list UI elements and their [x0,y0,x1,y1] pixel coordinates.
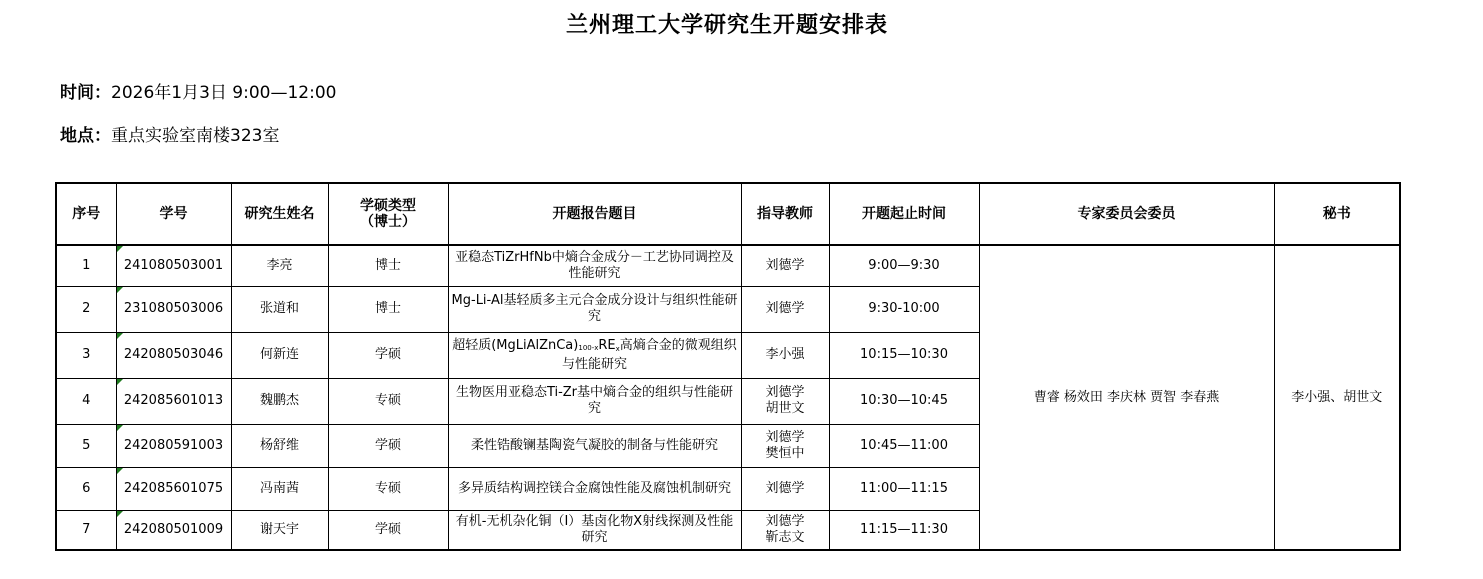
cell-name: 杨舒维 [231,424,328,467]
topic-mid: RE [598,337,616,353]
header-index: 序号 [56,183,116,245]
header-advisor: 指导教师 [741,183,829,245]
advisor-line1: 刘德学 [765,513,805,529]
cell-advisor [741,424,829,467]
cell-advisor: 刘德学 [741,286,829,332]
cell-topic: 生物医用亚稳态Ti-Zr基中熵合金的组织与性能研究 [448,378,741,424]
cell-topic: 有机-无机杂化铜（I）基卤化物X射线探测及性能研究 [448,510,741,550]
cell-degree: 学硕 [328,332,448,378]
page-title: 兰州理工大学研究生开题安排表 [565,13,888,38]
header-name: 研究生姓名 [231,183,328,245]
cell-time: 10:30—10:45 [829,378,979,424]
cell-advisor: 刘德学 [741,245,829,286]
cell-time: 11:00—11:15 [829,467,979,510]
cell-student-id: 231080503006 [116,286,231,332]
time-value: 2026年1月3日 9:00—12:00 [111,83,337,103]
header-student-id: 学号 [116,183,231,245]
cell-degree: 博士 [328,286,448,332]
cell-advisor [741,510,829,550]
cell-student-id: 242085601075 [116,467,231,510]
topic-subscript-2: x [615,344,620,353]
schedule-table [55,182,1401,551]
cell-time: 10:15—10:30 [829,332,979,378]
place-value: 重点实验室南楼323室 [111,126,280,146]
cell-name: 谢天宇 [231,510,328,550]
cell-advisor: 李小强 [741,332,829,378]
cell-topic: 多异质结构调控镁合金腐蚀性能及腐蚀机制研究 [448,467,741,510]
cell-degree: 博士 [328,245,448,286]
cell-topic [448,332,741,378]
cell-secretary: 李小强、胡世文 [1274,245,1400,550]
time-info [60,78,336,103]
header-degree-line1: 学硕类型 [360,198,416,214]
header-committee: 专家委员会委员 [979,183,1274,245]
cell-topic: Mg-Li-Al基轻质多主元合金成分设计与组织性能研究 [448,286,741,332]
cell-student-id: 242080503046 [116,332,231,378]
advisor-line2: 靳志文 [765,529,805,545]
cell-degree: 学硕 [328,424,448,467]
cell-name: 何新连 [231,332,328,378]
table-row [56,245,1400,286]
cell-advisor [741,378,829,424]
header-degree [328,183,448,245]
time-label: 时间： [60,83,111,103]
cell-index: 3 [56,332,116,378]
cell-topic: 柔性锆酸镧基陶瓷气凝胶的制备与性能研究 [448,424,741,467]
table-header-row [56,183,1400,245]
cell-student-id: 242080501009 [116,510,231,550]
cell-index: 2 [56,286,116,332]
advisor-line1: 刘德学 [765,385,805,400]
cell-index: 1 [56,245,116,286]
cell-time: 11:15—11:30 [829,510,979,550]
header-topic: 开题报告题目 [448,183,741,245]
topic-prefix: 超轻质(MgLiAlZnCa) [452,337,579,353]
cell-index: 7 [56,510,116,550]
cell-degree: 专硕 [328,378,448,424]
cell-index: 4 [56,378,116,424]
cell-index: 5 [56,424,116,467]
cell-student-id: 242085601013 [116,378,231,424]
cell-committee: 曹睿 杨效田 李庆林 贾智 李春燕 [979,245,1274,550]
cell-time: 9:30-10:00 [829,286,979,332]
cell-name: 李亮 [231,245,328,286]
cell-student-id: 242080591003 [116,424,231,467]
cell-student-id: 241080503001 [116,245,231,286]
cell-advisor: 刘德学 [741,467,829,510]
cell-degree: 学硕 [328,510,448,550]
header-time: 开题起止时间 [829,183,979,245]
cell-name: 张道和 [231,286,328,332]
advisor-line1: 刘德学 [765,429,805,445]
cell-index: 6 [56,467,116,510]
cell-time: 10:45—11:00 [829,424,979,467]
header-degree-line2: （博士） [360,214,416,230]
header-secretary: 秘书 [1274,183,1400,245]
place-label: 地点： [60,126,111,146]
advisor-line2: 樊恒中 [765,445,805,461]
cell-topic: 亚稳态TiZrHfNb中熵合金成分－工艺协同调控及性能研究 [448,245,741,286]
cell-time: 9:00—9:30 [829,245,979,286]
cell-name: 冯南茜 [231,467,328,510]
topic-subscript-1: 100-x [578,343,599,352]
cell-degree: 专硕 [328,467,448,510]
advisor-line2: 胡世文 [765,401,805,416]
topic-suffix: 高熵合金的微观组织与性能研究 [561,337,737,372]
place-info [60,121,279,146]
cell-name: 魏鹏杰 [231,378,328,424]
